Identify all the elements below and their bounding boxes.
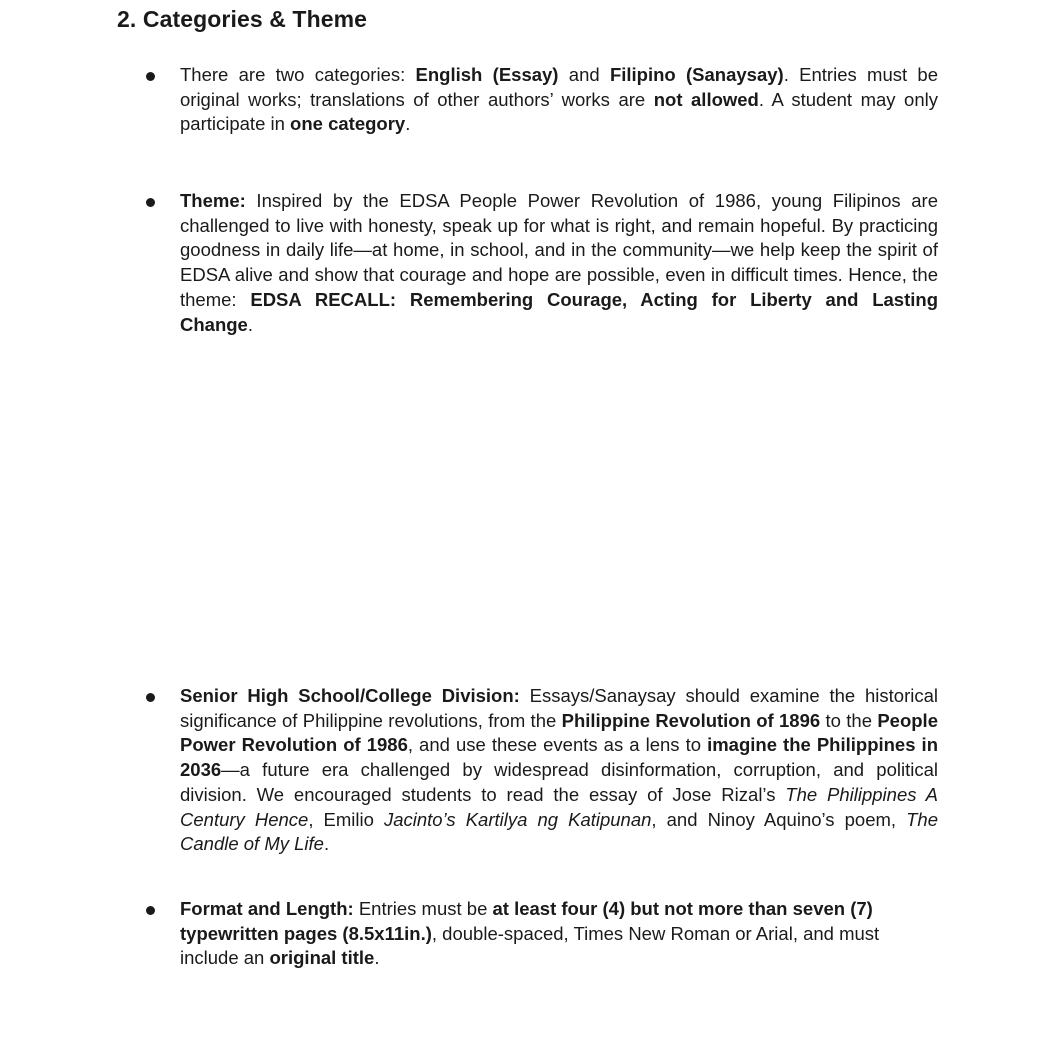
shs-text-2: to the (820, 709, 878, 731)
category-english: English (Essay) (415, 64, 559, 85)
categories-text-4: . A student may only participate in (180, 88, 938, 135)
shs-paragraph (180, 684, 938, 857)
bullet-dot-icon (146, 693, 155, 702)
format-text-3: . (374, 947, 380, 969)
theme-paragraph (180, 189, 938, 337)
not-allowed-emphasis: not allowed (653, 88, 759, 110)
categories-text-3: . Entries must be original works; translations of other authors’ works are (180, 64, 938, 110)
format-paragraph (180, 897, 938, 971)
theme-text-2: . (247, 313, 253, 335)
shs-label: Senior High School/College Division: (180, 685, 520, 706)
bullet-item-format (146, 897, 938, 971)
categories-paragraph (180, 63, 938, 137)
category-filipino: Filipino (Sanaysay) (609, 64, 784, 85)
shs-text-6: , and Ninoy Aquino’s poem, (651, 808, 907, 830)
format-label: Format and Length: (180, 898, 354, 919)
one-category-emphasis: one category (290, 113, 406, 135)
format-text-2: , double-spaced, Times New Roman or Arial, and must include an (180, 922, 880, 969)
rizal-essay-title: The Philippines A Century Hence (180, 783, 938, 830)
bullet-dot-icon (146, 906, 155, 915)
philippines-2036: imagine the Philippines in 2036 (180, 734, 938, 781)
bullet-dot-icon (146, 198, 155, 207)
revolution-1986: People Power Revolution of 1986 (180, 709, 938, 756)
bullet-item-shs-college (146, 684, 938, 857)
shs-text-1: Essays/Sanaysay should examine the historical significance of Philippine revolutions, from the (180, 685, 938, 731)
shs-text-5: , Emilio (308, 808, 384, 830)
theme-title: EDSA RECALL: Remembering Courage, Acting for Liberty and Lasting Change (180, 288, 938, 335)
shs-text-3: , and use these events as a lens to (407, 734, 708, 756)
categories-text-5: . (405, 113, 411, 135)
bullet-item-categories (146, 63, 938, 137)
theme-text-1: Inspired by the EDSA People Power Revolution of 1986, young Filipinos are challenged to live with honesty, speak up for what is right, and remain hopeful. By practicing goodness in daily life—at home, in school, and in the community—we help keep the spirit of EDSA alive and show that courage and hope are possible, even in difficult times. Hence, the theme: (180, 190, 938, 310)
categories-text-1: There are two categories: (180, 64, 416, 85)
shs-text-4: —a future era challenged by widespread disinformation, corruption, and political division. We encouraged students to read the essay of Jose Rizal’s (180, 759, 938, 805)
kartilya-title: Jacinto’s Kartilya ng Katipunan (383, 808, 652, 830)
section-heading: 2. Categories & Theme (117, 6, 368, 32)
theme-label: Theme: (180, 190, 246, 211)
page-count-emphasis: at least four (4) but not more than seven (7) typewritten pages (8.5x11in.) (180, 898, 873, 944)
shs-text-7: . (323, 833, 330, 855)
original-title-emphasis: original title (269, 947, 375, 969)
bullet-item-theme (146, 189, 938, 337)
format-text-1: Entries must be (353, 898, 493, 919)
revolution-1896: Philippine Revolution of 1896 (561, 709, 821, 731)
candle-poem-title: The Candle of My Life (180, 808, 938, 855)
categories-text-2: and (558, 64, 610, 85)
bullet-dot-icon (146, 72, 155, 81)
